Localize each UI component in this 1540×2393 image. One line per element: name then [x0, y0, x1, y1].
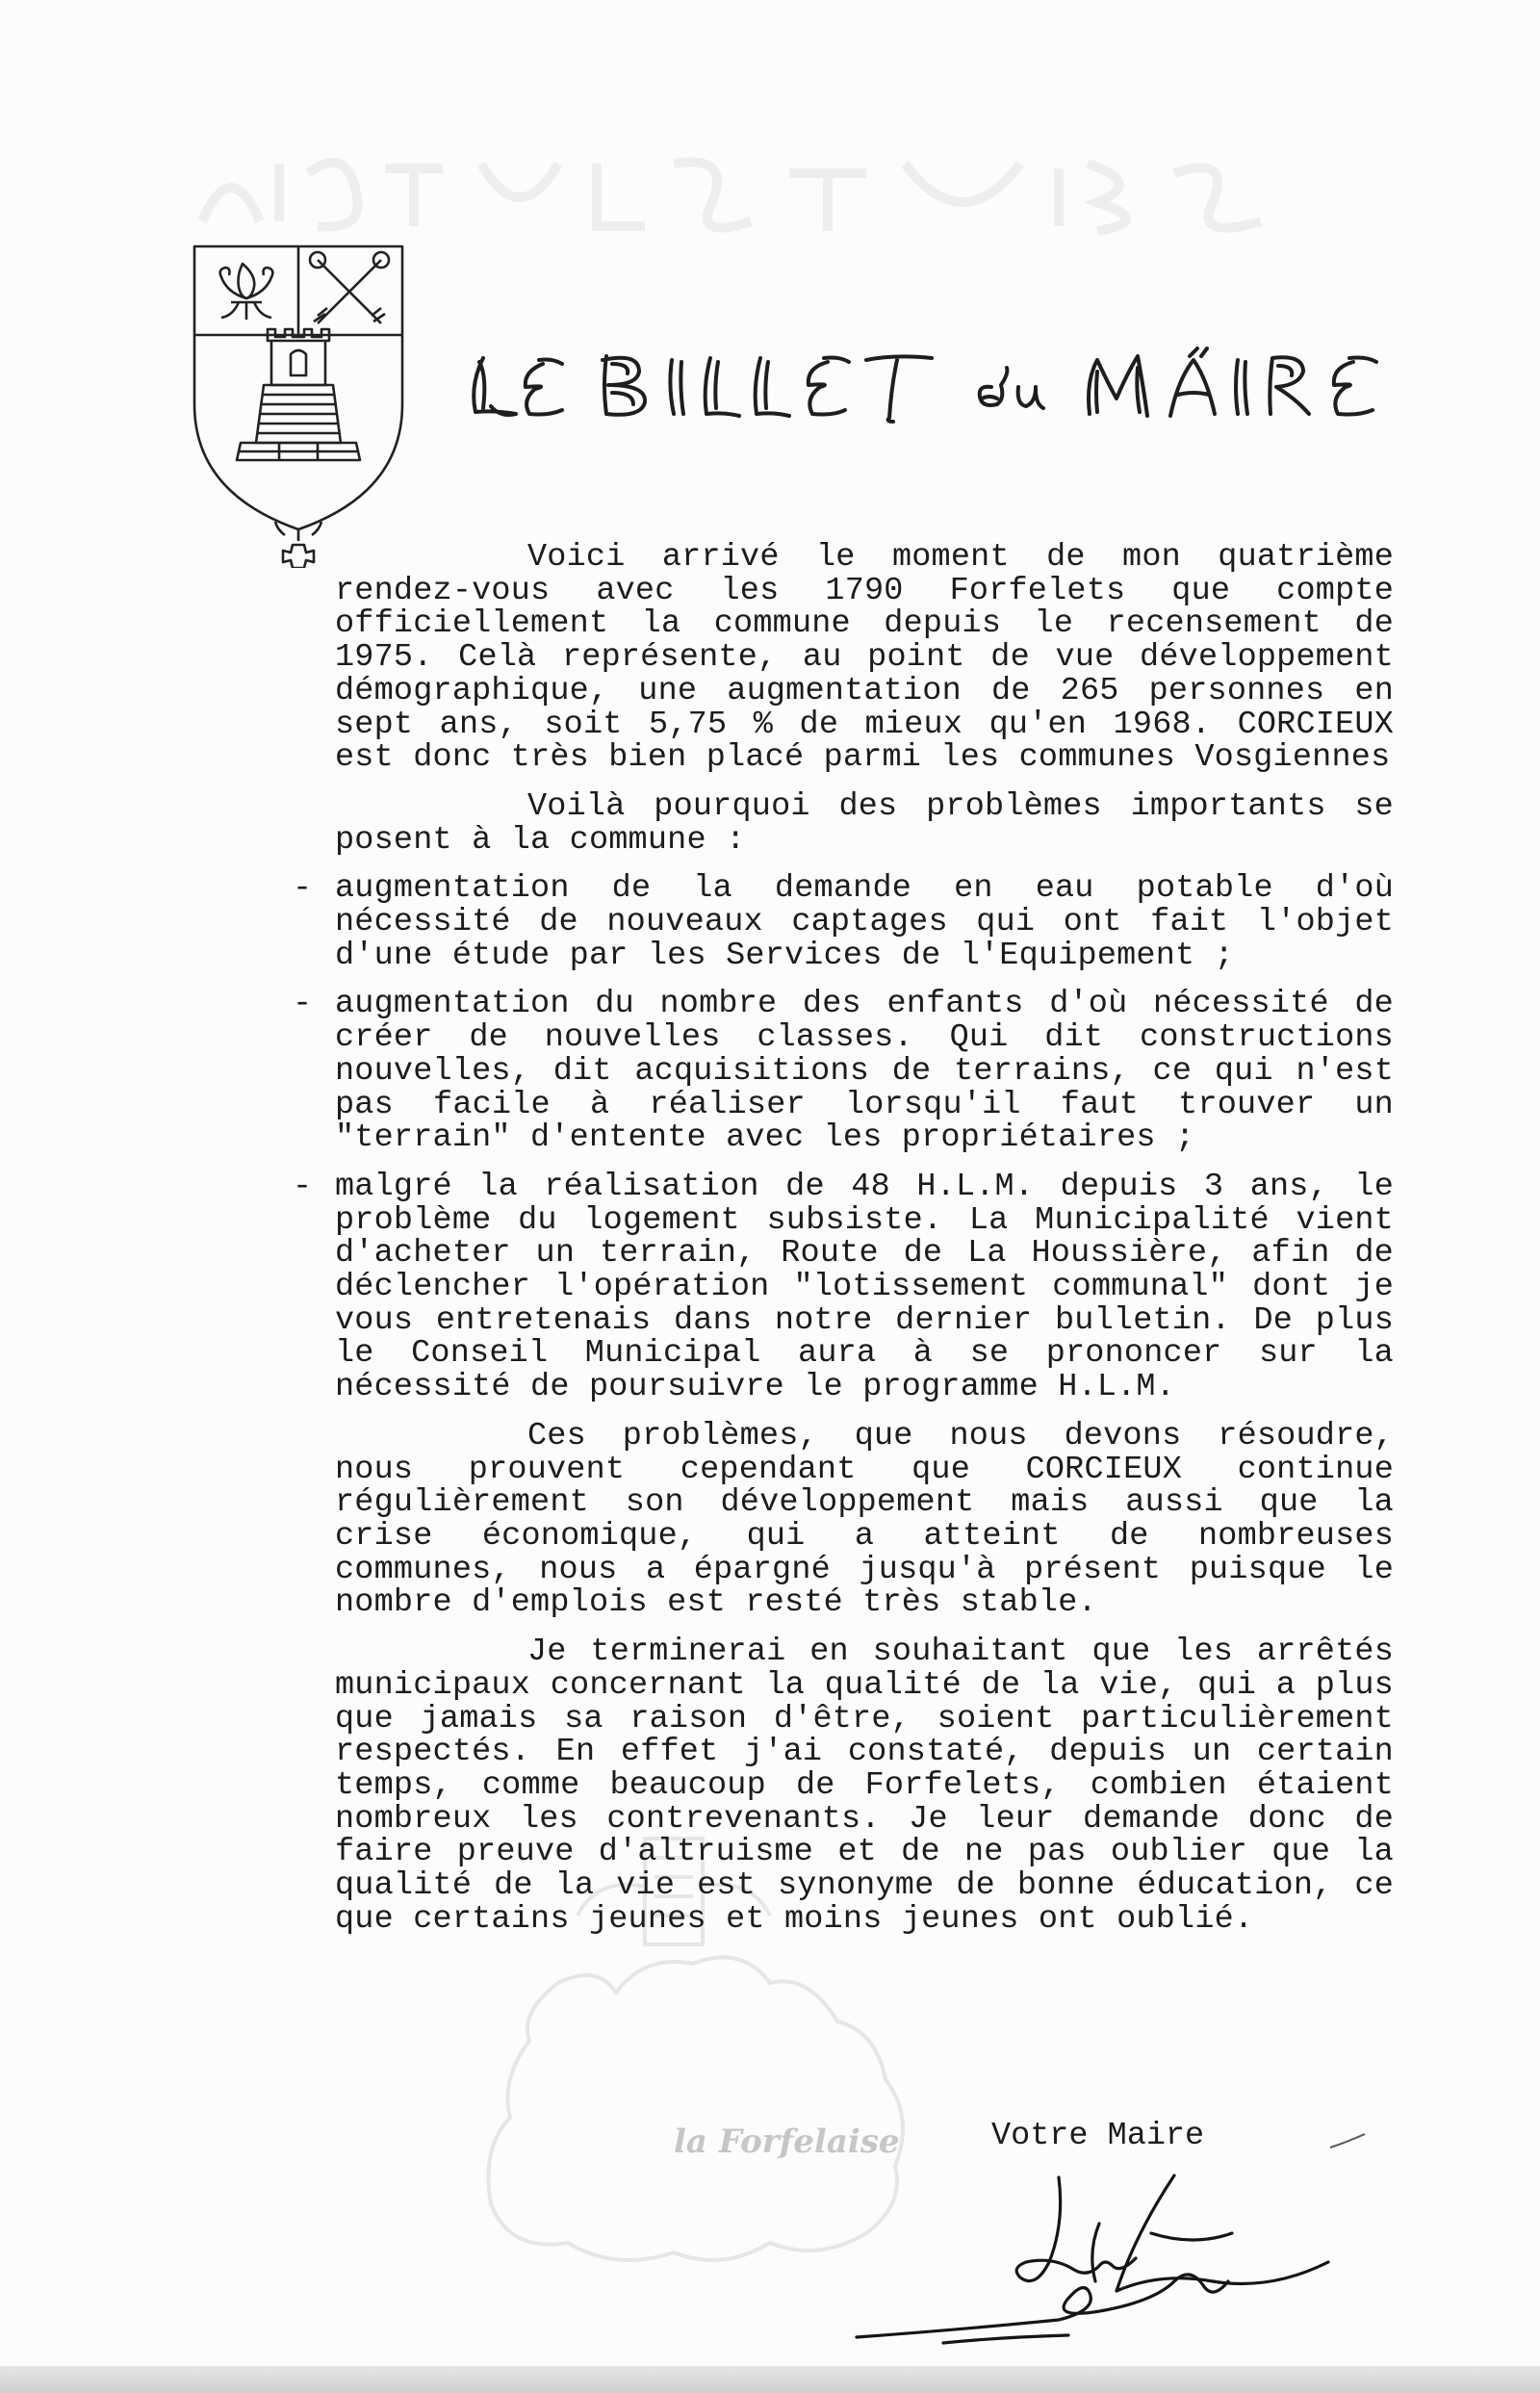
- bullet-item-housing: [293, 1168, 1394, 1406]
- bullet-text: augmentation de la demande en eau potable d'où nécessité de nouveaux captages qui ont fait l'objet d'une étude par les Services de l'Equipement ;: [335, 870, 1394, 974]
- intro-paragraph: Voici arrivé le moment de mon quatrième rendez-vous avec les 1790 Forfelets que compte officiellement la commune depuis le recensement de 1975. Celà représente, au point de vue développement démographique, une augmentation de 265 personnes en sept ans, soit 5,75 % de mieux qu'en 1968. CORCIEUX est donc très bien placé parmi les communes Vosgiennes: [335, 539, 1394, 777]
- watermark-logo-text: la Forfelaise: [674, 2123, 900, 2161]
- stray-pen-mark: [1328, 2132, 1367, 2151]
- letter-body: [293, 539, 1394, 1938]
- coat-of-arms-icon: [183, 241, 414, 568]
- signoff-text: Votre Maire: [991, 2118, 1205, 2154]
- bullet-marker: -: [293, 986, 313, 1023]
- mayor-signature: [847, 2166, 1386, 2358]
- bullet-item-schools: [293, 986, 1394, 1157]
- header-title-lettering: [462, 318, 1482, 443]
- show-through-heading: [192, 144, 1299, 250]
- development-paragraph: Ces problèmes, que nous devons résoudre, nous prouvent cependant que CORCIEUX continue régulièrement son développement mais aussi que la crise économique, qui a atteint de nombreuses communes, nous a épargné jusqu'à présent puisque le nombre d'emplois est resté très stable.: [335, 1417, 1394, 1622]
- bullet-marker: -: [293, 870, 313, 908]
- bullet-item-water: [293, 870, 1394, 974]
- problems-intro-paragraph: Voilà pourquoi des problèmes importants se posent à la commune :: [335, 787, 1394, 859]
- bullet-text: augmentation du nombre des enfants d'où nécessité de créer de nouvelles classes. Qui dit constructions nouvelles, dit acquisitions de terrains, ce qui n'est pas facile à réaliser lorsqu'il faut trouver un "terrain" d'entente avec les propriétaires ;: [335, 986, 1394, 1157]
- quality-of-life-paragraph: Je terminerai en souhaitant que les arrêtés municipaux concernant la qualité de la vie, qui a plus que jamais sa raison d'être, soient particulièrement respectés. En effet j'ai constaté, depuis un certain temps, comme beaucoup de Forfelets, combien étaient nombreux les contrevenants. Je leur demande donc de faire preuve d'altruisme et de ne pas oublier que la qualité de la vie est synonyme de bonne éducation, ce que certains jeunes et moins jeunes ont oublié.: [335, 1634, 1394, 1938]
- bullet-marker: -: [293, 1168, 313, 1205]
- bullet-text: malgré la réalisation de 48 H.L.M. depuis 3 ans, le problème du logement subsiste. La Municipalité vient d'acheter un terrain, Route de La Houssière, afin de déclencher l'opération "lotissement communal" dont je vous entretenais dans notre dernier bulletin. De plus le Conseil Municipal aura à se prononcer sur la nécessité de poursuivre le programme H.L.M.: [335, 1168, 1394, 1406]
